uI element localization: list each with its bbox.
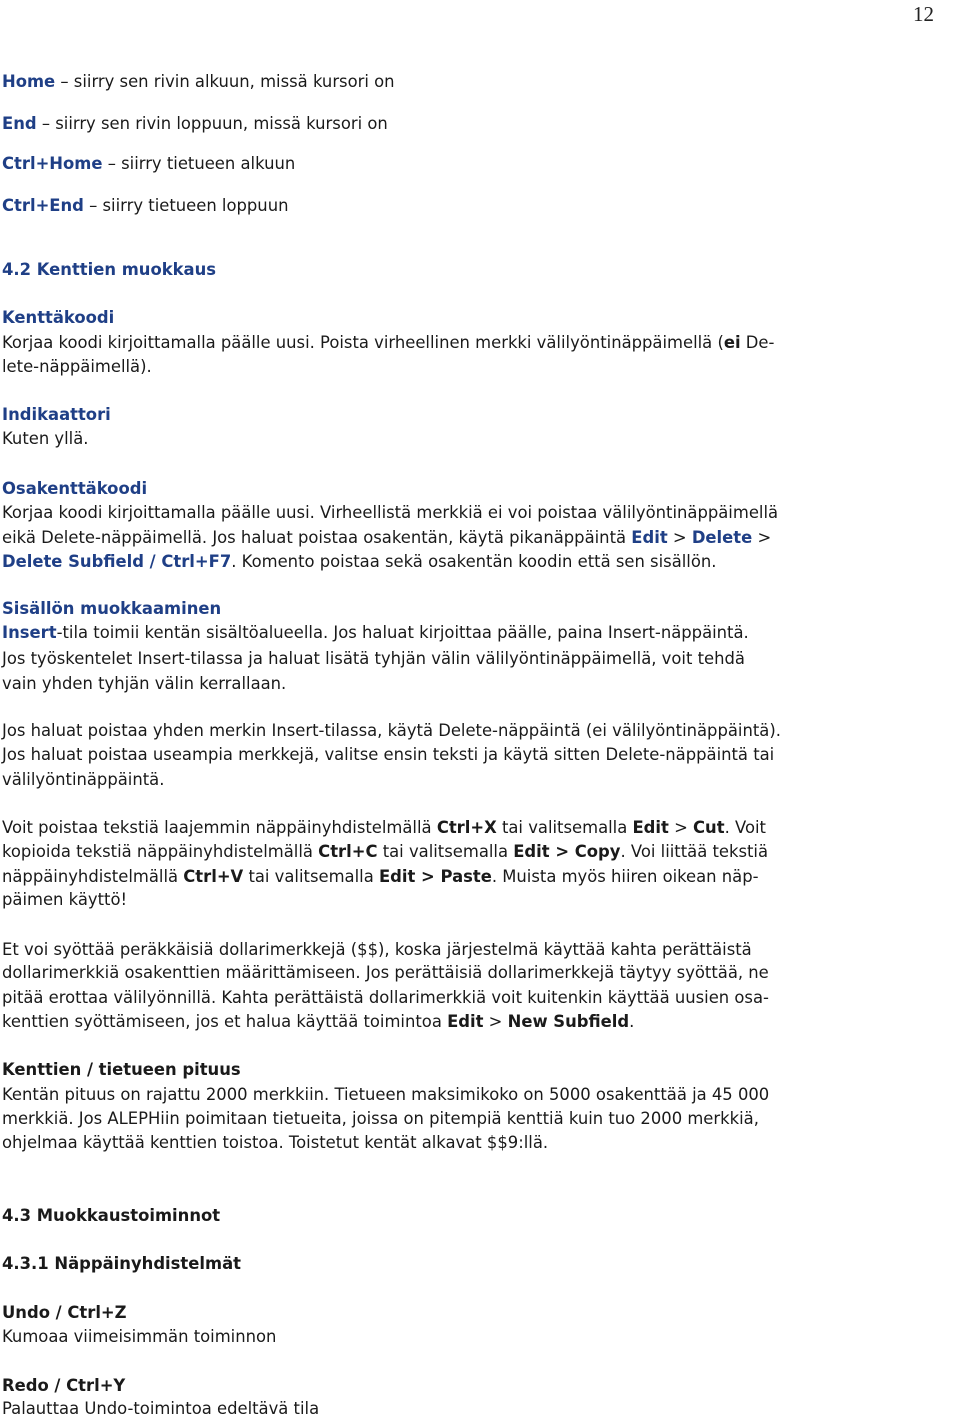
text-run: >	[667, 528, 692, 547]
shortcut-desc: – siirry sen rivin loppuun, missä kursori on	[36, 114, 388, 133]
text-run: -tila toimii kentän sisältöalueella. Jos haluat kirjoittaa päälle, paina Insert-näppäintä.	[56, 623, 749, 642]
text-run: De-	[740, 333, 775, 352]
text-bold: Edit > Paste	[378, 867, 492, 886]
text-run: tai valitsemalla	[496, 818, 633, 837]
indikaattori-text: Kuten yllä.	[2, 429, 89, 448]
pituus-line-2: merkkiä. Jos ALEPHiin poimitaan tietueita, joissa on pitempiä kenttiä kuin tuo 2000 merkkiä,	[2, 1109, 759, 1128]
text-run: Voit poistaa tekstiä laajemmin näppäinyhdistelmällä	[2, 818, 437, 837]
text-bold: Ctrl+V	[183, 867, 244, 886]
pituus-line-1: Kentän pituus on rajattu 2000 merkkiin. Tietueen maksimikoko on 5000 osakenttää ja 45 000	[2, 1085, 770, 1104]
sisallon-p3-line-3	[2, 867, 759, 887]
text-run: näppäinyhdistelmällä	[2, 867, 184, 886]
section-heading-4-3: 4.3 Muokkaustoiminnot	[2, 1206, 221, 1225]
text-run: >	[483, 1012, 508, 1031]
shortcut-key: Ctrl+Home	[2, 154, 103, 173]
shortcut-key: Home	[2, 72, 56, 91]
text-bold: Ctrl+C	[318, 842, 378, 861]
text-bold: Delete	[691, 528, 753, 547]
kenttakoodi-heading: Kenttäkoodi	[2, 308, 115, 327]
sisallon-p4-line-3: pitää erottaa välilyönnillä. Kahta perättäistä dollarimerkkiä voit kuitenkin käyttää uusien osa-	[2, 988, 769, 1007]
shortcut-key: Ctrl+End	[2, 196, 84, 215]
sisallon-heading: Sisällön muokkaaminen	[2, 599, 222, 618]
text-bold: Edit	[447, 1012, 484, 1031]
text-run: Korjaa koodi kirjoittamalla päälle uusi. Poista virheellinen merkki välilyöntinäppäimellä (	[2, 333, 724, 352]
redo-heading: Redo / Ctrl+Y	[2, 1376, 126, 1395]
sisallon-p3-line-2	[2, 842, 768, 862]
osakenttakoodi-heading: Osakenttäkoodi	[2, 479, 148, 498]
text-bold: Delete Subfield	[2, 552, 144, 571]
text-run: >	[752, 528, 772, 547]
text-bold: Edit > Copy	[513, 842, 621, 861]
text-bold: Ctrl+F7	[161, 552, 232, 571]
text-bold: Edit	[631, 528, 668, 547]
text-run: . Voit	[724, 818, 766, 837]
section-heading-4-2: 4.2 Kenttien muokkaus	[2, 260, 217, 279]
sisallon-p2-line-1: Jos haluat poistaa yhden merkin Insert-tilassa, käytä Delete-näppäintä (ei välilyöntinäppäintä).	[2, 721, 781, 740]
undo-heading: Undo / Ctrl+Z	[2, 1303, 127, 1322]
text-bold: ei	[723, 333, 741, 352]
shortcut-ctrl-end-line	[2, 196, 288, 216]
page-number: 12	[913, 2, 934, 26]
pituus-line-3: ohjelmaa käyttää kenttien toistoa. Toistetut kentät alkavat $$9:llä.	[2, 1133, 549, 1152]
sisallon-p1-line-1	[2, 623, 749, 643]
shortcut-desc: – siirry tietueen alkuun	[102, 154, 296, 173]
text-run: tai valitsemalla	[377, 842, 514, 861]
sisallon-p4-line-2: dollarimerkkiä osakenttien määrittämiseen. Jos perättäisiä dollarimerkkejä täytyy syöttää, ne	[2, 963, 769, 982]
sisallon-p1-line-3: vain yhden tyhjän välin kerrallaan.	[2, 674, 287, 693]
pituus-heading: Kenttien / tietueen pituus	[2, 1060, 241, 1079]
kenttakoodi-text-line-2: lete-näppäimellä).	[2, 357, 152, 376]
shortcut-end-line	[2, 114, 388, 134]
sisallon-p3-line-4: päimen käyttö!	[2, 890, 128, 909]
sisallon-p4-line-4	[2, 1012, 634, 1032]
text-bold: Ctrl+X	[436, 818, 497, 837]
text-run: /	[143, 552, 162, 571]
sisallon-p2-line-2: Jos haluat poistaa useampia merkkejä, valitse ensin teksti ja käytä sitten Delete-näppäintä tai	[2, 745, 775, 764]
text-bold: Insert	[2, 623, 57, 642]
text-bold: Cut	[693, 818, 725, 837]
redo-text: Palauttaa Undo-toimintoa edeltävä tila	[2, 1399, 320, 1418]
sisallon-p1-line-2: Jos työskentelet Insert-tilassa ja haluat lisätä tyhjän välin välilyöntinäppäimellä, voit tehdä	[2, 649, 745, 668]
text-run: >	[668, 818, 694, 837]
sisallon-p4-line-1: Et voi syöttää peräkkäisiä dollarimerkkejä ($$), koska järjestelmä käyttää kahta perättäistä	[2, 940, 752, 959]
text-bold: New Subfield	[507, 1012, 630, 1031]
text-run: . Voi liittää tekstiä	[620, 842, 769, 861]
text-run: . Komento poistaa sekä osakentän koodin että sen sisällön.	[231, 552, 717, 571]
osakenttakoodi-text-line-2	[2, 528, 771, 548]
sisallon-p2-line-3: välilyöntinäppäintä.	[2, 770, 165, 789]
shortcut-desc: – siirry sen rivin alkuun, missä kursori on	[55, 72, 395, 91]
kenttakoodi-text-line	[2, 333, 774, 353]
undo-text: Kumoaa viimeisimmän toiminnon	[2, 1327, 277, 1346]
text-run: eikä Delete-näppäimellä. Jos haluat poistaa osakentän, käytä pikanäppäintä	[2, 528, 632, 547]
section-heading-4-3-1: 4.3.1 Näppäinyhdistelmät	[2, 1254, 241, 1273]
shortcut-home-line	[2, 72, 395, 92]
text-run: . Muista myös hiiren oikean näp-	[491, 867, 759, 886]
text-run: kopioida tekstiä näppäinyhdistelmällä	[2, 842, 319, 861]
osakenttakoodi-text-line-1: Korjaa koodi kirjoittamalla päälle uusi. Virheellistä merkkiä ei voi poistaa välilyöntinäppäimellä	[2, 503, 779, 522]
text-run: kenttien syöttämiseen, jos et halua käyttää toimintoa	[2, 1012, 448, 1031]
osakenttakoodi-text-line-3	[2, 552, 716, 572]
shortcut-key: End	[2, 114, 37, 133]
shortcut-ctrl-home-line	[2, 154, 295, 174]
shortcut-desc: – siirry tietueen loppuun	[83, 196, 289, 215]
text-run: tai valitsemalla	[243, 867, 379, 886]
sisallon-p3-line-1	[2, 818, 766, 838]
text-run: .	[629, 1012, 635, 1031]
text-bold: Edit	[632, 818, 669, 837]
indikaattori-heading: Indikaattori	[2, 405, 111, 424]
